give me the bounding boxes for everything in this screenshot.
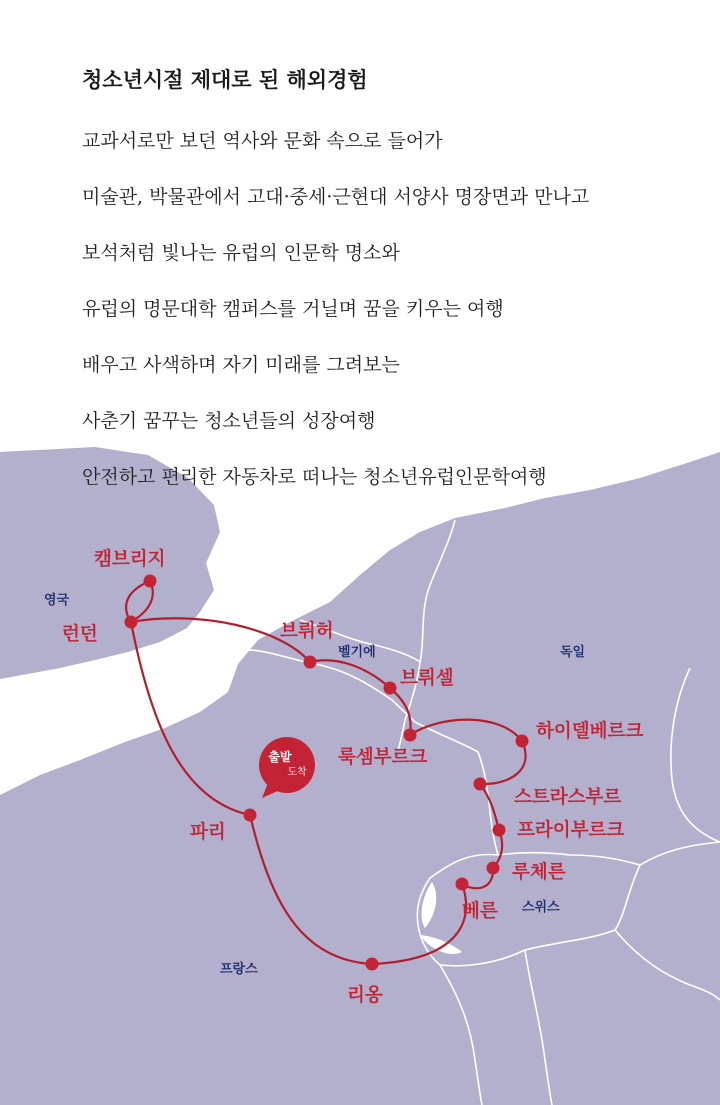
pin-luxembourg bbox=[404, 729, 417, 742]
city-label-strasbourg: 스트라스부르 bbox=[514, 787, 622, 808]
city-label-lyon: 리옹 bbox=[347, 985, 383, 1006]
country-label-belgium: 벨기에 bbox=[338, 645, 376, 660]
country-label-uk: 영국 bbox=[44, 593, 70, 608]
intro-line-5: 배우고 사색하며 자기 미래를 그려보는 bbox=[82, 354, 400, 376]
intro-line-1: 교과서로만 보던 역사와 문화 속으로 들어가 bbox=[82, 130, 443, 152]
city-label-brussels: 브뤼셀 bbox=[400, 668, 454, 689]
intro-line-4: 유럽의 명문대학 캠퍼스를 거닐며 꿈을 키우는 여행 bbox=[82, 298, 504, 320]
pin-heidelberg bbox=[516, 735, 529, 748]
pin-freiburg bbox=[493, 824, 506, 837]
intro-line-3: 보석처럼 빛나는 유럽의 인문학 명소와 bbox=[82, 242, 400, 264]
city-label-heidelberg: 하이델베르크 bbox=[536, 721, 644, 742]
pin-bruges bbox=[304, 656, 317, 669]
country-label-germany: 독일 bbox=[560, 645, 586, 660]
pin-london bbox=[125, 616, 138, 629]
city-label-lucerne: 루체른 bbox=[512, 862, 566, 883]
pin-strasbourg bbox=[474, 778, 487, 791]
city-label-cambridge: 캠브리지 bbox=[94, 549, 166, 570]
city-label-paris: 파리 bbox=[190, 822, 226, 843]
city-label-london: 런던 bbox=[62, 624, 98, 645]
city-label-luxembourg: 룩셈부르크 bbox=[338, 747, 428, 768]
intro-line-6: 사춘기 꿈꾸는 청소년들의 성장여행 bbox=[82, 410, 376, 432]
pin-lyon bbox=[366, 958, 379, 971]
city-label-freiburg: 프라이부르크 bbox=[517, 820, 625, 841]
intro-line-2: 미술관, 박물관에서 고대·중세·근현대 서양사 명장면과 만나고 bbox=[82, 186, 590, 208]
country-label-france: 프랑스 bbox=[220, 962, 258, 977]
pin-bern bbox=[456, 878, 469, 891]
pin-paris bbox=[244, 809, 257, 822]
arrival-badge-label: 도착 bbox=[287, 767, 307, 778]
intro-line-7: 안전하고 편리한 자동차로 떠나는 청소년유럽인문학여행 bbox=[82, 466, 547, 488]
pin-lucerne bbox=[487, 862, 500, 875]
page-title: 청소년시절 제대로 된 해외경험 bbox=[82, 68, 368, 92]
city-label-bern: 베른 bbox=[462, 901, 498, 922]
start-badge-label: 출발 bbox=[268, 750, 292, 764]
pin-brussels bbox=[384, 682, 397, 695]
pin-cambridge bbox=[144, 575, 157, 588]
city-label-bruges: 브뤼허 bbox=[280, 621, 334, 642]
country-label-switzerland: 스위스 bbox=[522, 900, 560, 915]
